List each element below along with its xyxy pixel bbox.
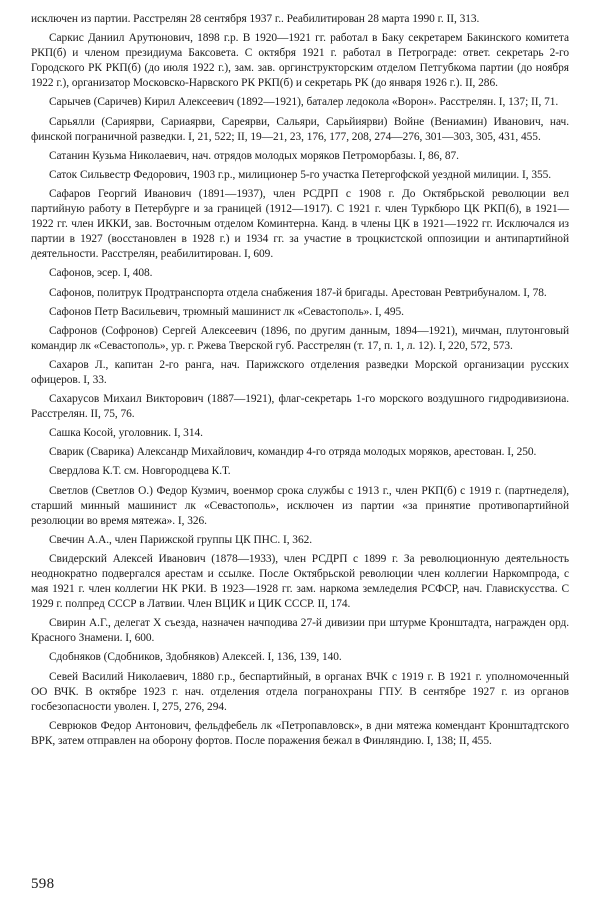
entry-sarkis: Саркис Даниил Арутюнович, 1898 г.р. В 1920—1921 гг. работал в Баку секретарем Бакинского комитета РКП(б) и членом президиума Баксовета. С октября 1921 г. работал в Петрограде: ответ. секретарь 2-го Городского РК РКП(б) (до июля 1922 г.), зам. зав. оргинструкторским отделом Петгубкома партии (до ноября 1922 г.), организатор Московско-Нарвского РК РКП(б) и секретарь РК (до января 1926 г.). II, 286. [31, 32, 569, 90]
entry-safarov: Сафаров Георгий Иванович (1891—1937), член РСДРП с 1908 г. До Октябрьской революции вел партийную работу в Петербурге и за границей (1912—1917). С 1921 г. член Туркбюро ЦК РКП(б), в 1921—1922 гг. член ИККИ, зав. Восточным отделом Коминтерна. Канд. в члены ЦК в 1921—1922 гг. Исключался из партии в 1927 (восстановлен в 1928 г.) и 1934 гг. за участие в троцкистской оппозиции и антипартийной деятельности. Расстрелян, реабилитирован. I, 609. [31, 187, 569, 261]
entry-saryalli: Сарьялли (Сариярви, Сариаярви, Сареярви, Сальяри, Сарьйиярви) Войне (Вениамин) Иванович, нач. финской пограничной разведки. I, 21, 522; II, 19—21, 23, 176, 177, 208, 274—276, 301—303, 305, 431, 455. [31, 115, 569, 143]
entry-sevey: Севей Василий Николаевич, 1880 г.р., беспартийный, в органах ВЧК с 1919 г. В 1921 г. уполномоченный ОО ВЧК. В октябре 1923 г. нач. отделения отдела погранохраны ГПУ. В сентябре 1927 г. из органов госбезопасности уволен. I, 275, 276, 294. [31, 670, 569, 713]
entry-svarik: Сварик (Сварика) Александр Михайлович, командир 4-го отряда молодых моряков, арестован. I, 250. [49, 446, 537, 459]
entry-svirin: Свирин А.Г., делегат X съезда, назначен начподива 27-й дивизии при штурме Кронштадта, награжден орд. Красного Знамени. I, 600. [31, 617, 569, 645]
entry-safonov-petr: Сафонов Петр Васильевич, трюмный машинист лк «Севастополь». I, 495. [49, 305, 404, 318]
entry-satok: Саток Сильвестр Федорович, 1903 г.р., милиционер 5-го участка Петергофской уездной милиции. I, 355. [49, 168, 552, 181]
entry-sakharov: Сахаров Л., капитан 2-го ранга, нач. Парижского отделения разведки Морской организации русских офицеров. I, 33. [31, 358, 569, 386]
entry-svetlov: Светлов (Светлов О.) Федор Кузмич, военмор срока службы с 1913 г., член РКП(б) с 1919 г. (партнеделя), старший минный машинист лк «Севастополь», исключен из партии «за принятие противопартийной резолюции во время мятежа». I, 326. [31, 484, 569, 527]
entry-satanin: Сатанин Кузьма Николаевич, нач. отрядов молодых моряков Петроморбазы. I, 86, 87. [49, 149, 459, 162]
entry-sevryukov: Севрюков Федор Антонович, фельдфебель лк «Петропавловск», в дни мятежа комендант Кронштадтского ВРК, затем отправлен на оборону фортов. После поражения бежал в Финляндию. I, 138; II, 455. [31, 719, 569, 747]
entry-safonov-politruk: Сафонов, политрук Продтранспорта отдела снабжения 187-й бригады. Арестован Ревтрибуналом. I, 78. [49, 286, 547, 299]
entry-safronov: Сафронов (Софронов) Сергей Алексеевич (1896, по другим данным, 1894—1921), мичман, плутонговый командир лк «Севастополь», ур. г. Ржева Тверской губ. Расстрелян (т. 17, п. 1, л. 12). I, 220, 572, 573. [31, 324, 569, 352]
entry-sarychev: Сарычев (Саричев) Кирил Алексеевич (1892—1921), баталер ледокола «Ворон». Расстрелян. I, 137; II, 71. [49, 96, 559, 109]
entries-list [31, 12, 569, 749]
entry-sashka: Сашка Косой, уголовник. I, 314. [49, 427, 203, 440]
entry-svechin: Свечин А.А., член Парижской группы ЦК ПНС. I, 362. [49, 533, 313, 546]
entry-continuation: исключен из партии. Расстрелян 28 сентября 1937 г.. Реабилитирован 28 марта 1990 г. II, 313. [31, 13, 480, 25]
entry-sverdlova: Свердлова К.Т. см. Новгородцева К.Т. [49, 465, 231, 478]
entry-sviderskiy: Свидерский Алексей Иванович (1878—1933), член РСДРП с 1899 г. За революционную деятельность неоднократно подвергался арестам и ссылке. После Октябрьской революции член коллегии Наркомпрода, с мая 1921 г. член коллегии НК РКИ. В 1923—1928 гг. зам. наркома земледелия РСФСР, нач. Главискусства. С 1929 г. полпред СССР в Латвии. Член ВЦИК и ЦИК СССР. II, 174. [31, 552, 569, 611]
entry-sdobnyakov: Сдобняков (Сдобников, Здобняков) Алексей. I, 136, 139, 140. [49, 651, 342, 664]
entry-sakharusov: Сахарусов Михаил Викторович (1887—1921), флаг-секретарь 1-го морского воздушного гидродивизиона. Расстрелян. II, 75, 76. [31, 393, 569, 421]
page-number: 598 [31, 876, 55, 892]
entry-safonov-eser: Сафонов, эсер. I, 408. [49, 267, 153, 280]
